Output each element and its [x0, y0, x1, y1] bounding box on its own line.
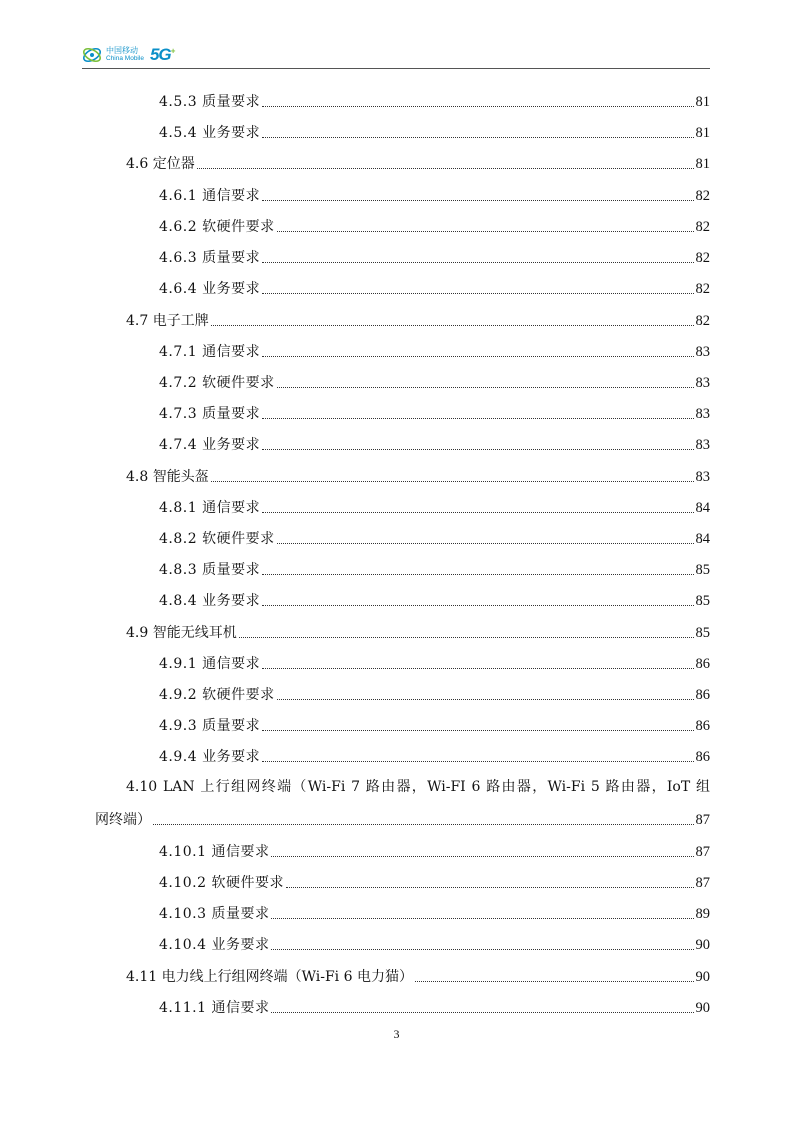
toc-page-number: 83: [695, 344, 710, 360]
toc-entry[interactable]: [159, 183, 710, 205]
toc-page-number: 84: [695, 500, 710, 516]
dot-leader: [277, 543, 694, 544]
toc-entry[interactable]: [159, 276, 710, 298]
logo-english-text: China Mobile: [106, 55, 144, 63]
toc-entry-title: 4.9.4 业务要求: [159, 749, 261, 765]
toc-entry-title: 4.10.4 业务要求: [159, 937, 270, 953]
toc-entry-title: 4.8.2 软硬件要求: [159, 531, 275, 547]
dot-leader: [262, 106, 693, 107]
toc-entry-title: 4.5.4 业务要求: [159, 125, 261, 141]
dot-leader: [262, 449, 693, 450]
toc-entry[interactable]: [159, 839, 710, 861]
toc-page-number: 90: [695, 969, 710, 985]
toc-entry[interactable]: [159, 932, 710, 954]
toc-entry-title: 4.10.1 通信要求: [159, 844, 270, 860]
dot-leader: [271, 949, 693, 950]
china-mobile-swirl-icon: [82, 45, 102, 65]
toc-entry[interactable]: [159, 401, 710, 423]
toc-entry[interactable]: [95, 807, 710, 829]
dot-leader: [277, 387, 694, 388]
dot-leader: [271, 856, 693, 857]
toc-entry-title: 4.6.2 软硬件要求: [159, 219, 275, 235]
toc-entry-title: 4.11 电力线上行组网终端（Wi-Fi 6 电力猫）: [126, 969, 413, 985]
toc-entry-title: 4.8.1 通信要求: [159, 500, 261, 516]
dot-leader: [271, 918, 693, 919]
dot-leader: [197, 168, 694, 169]
toc-page-number: 82: [695, 188, 710, 204]
toc-entry[interactable]: [159, 432, 710, 454]
toc-entry-title: 4.10.2 软硬件要求: [159, 875, 284, 891]
toc-entry[interactable]: [159, 588, 710, 610]
toc-entry-title: 4.8.4 业务要求: [159, 593, 261, 609]
toc-entry[interactable]: [159, 870, 710, 892]
toc-page-number: 84: [695, 531, 710, 547]
toc-entry[interactable]: [159, 682, 710, 704]
dot-leader: [262, 574, 693, 575]
dot-leader: [415, 981, 694, 982]
toc-page-number: 82: [695, 281, 710, 297]
toc-entry[interactable]: [159, 89, 710, 111]
toc-entry-title: 4.7 电子工牌: [126, 313, 209, 329]
toc-entry-title: 4.10.3 质量要求: [159, 906, 270, 922]
toc-entry-title: 4.6.3 质量要求: [159, 250, 261, 266]
toc-entry[interactable]: [159, 339, 710, 361]
toc-entry[interactable]: [126, 151, 710, 173]
toc-page-number: 83: [695, 375, 710, 391]
toc-page-number: 89: [695, 906, 710, 922]
logo-chinese-text: 中国移动: [106, 46, 138, 56]
toc-entry[interactable]: [159, 995, 710, 1017]
toc-page-number: 85: [695, 593, 710, 609]
dot-leader: [271, 1012, 693, 1013]
toc-entry-title: 4.11.1 通信要求: [159, 1000, 270, 1016]
dot-leader: [239, 637, 694, 638]
toc-entry-title: 4.7.4 业务要求: [159, 437, 261, 453]
page-header: [82, 40, 710, 70]
dot-leader: [262, 356, 693, 357]
toc-entry-title: 4.9.2 软硬件要求: [159, 687, 275, 703]
toc-entry-title: 4.9 智能无线耳机: [126, 625, 237, 641]
toc-page-number: 81: [695, 156, 710, 172]
toc-entry-title: 4.9.3 质量要求: [159, 718, 261, 734]
toc-page-number: 85: [695, 625, 710, 641]
dot-leader: [262, 137, 693, 138]
toc-page-number: 90: [695, 937, 710, 953]
toc-entry-title: 4.7.3 质量要求: [159, 406, 261, 422]
dot-leader: [262, 418, 693, 419]
toc-entry-title: 4.8.3 质量要求: [159, 562, 261, 578]
toc-page-number: 82: [695, 250, 710, 266]
toc-entry[interactable]: [126, 620, 710, 642]
toc-page-number: 81: [695, 125, 710, 141]
toc-entry[interactable]: [126, 464, 710, 486]
dot-leader: [262, 605, 693, 606]
toc-page-number: 83: [695, 437, 710, 453]
dot-leader: [262, 262, 693, 263]
toc-page-number: 83: [695, 469, 710, 485]
toc-page-number: 85: [695, 562, 710, 578]
toc-entry-title-wrapped-line1[interactable]: 4.10 LAN 上行组网终端（Wi-Fi 7 路由器，Wi-FI 6 路由器，Wi-Fi 5 路由器，IoT 组: [126, 779, 710, 795]
dot-leader: [262, 293, 693, 294]
toc-page-number: 86: [695, 749, 710, 765]
toc-page-number: 86: [695, 687, 710, 703]
china-mobile-logo: [82, 40, 202, 70]
dot-leader: [262, 730, 693, 731]
dot-leader: [262, 761, 693, 762]
toc-entry[interactable]: [159, 526, 710, 548]
dot-leader: [153, 824, 694, 825]
toc-entry[interactable]: [159, 120, 710, 142]
toc-entry-title: 4.6.4 业务要求: [159, 281, 261, 297]
dot-leader: [211, 325, 694, 326]
toc-page-number: 82: [695, 313, 710, 329]
toc-page-number: 86: [695, 656, 710, 672]
dot-leader: [277, 231, 694, 232]
dot-leader: [211, 481, 694, 482]
page-number: 3: [393, 1027, 400, 1041]
toc-entry-title: 网终端）: [95, 812, 151, 828]
toc-entry[interactable]: [159, 901, 710, 923]
dot-leader: [262, 512, 693, 513]
toc-entry[interactable]: [126, 964, 710, 986]
toc-page-number: 86: [695, 718, 710, 734]
toc-entry[interactable]: [159, 370, 710, 392]
toc-entry-title: 4.7.1 通信要求: [159, 344, 261, 360]
toc-entry-title: 4.5.3 质量要求: [159, 94, 261, 110]
dot-leader: [277, 699, 694, 700]
logo-5g-mark: 5G+: [149, 45, 175, 64]
toc-entry[interactable]: [159, 495, 710, 517]
toc-page-number: 81: [695, 94, 710, 110]
header-divider: [82, 68, 710, 69]
toc-entry[interactable]: [159, 214, 710, 236]
toc-page-number: 82: [695, 219, 710, 235]
dot-leader: [286, 887, 694, 888]
toc-entry[interactable]: [159, 245, 710, 267]
toc-page-number: 90: [695, 1000, 710, 1016]
toc-page-number: 87: [695, 812, 710, 828]
dot-leader: [262, 200, 693, 201]
toc-page-number: 87: [695, 875, 710, 891]
toc-entry[interactable]: [159, 744, 710, 766]
toc-page-number: 83: [695, 406, 710, 422]
toc-entry-title: 4.6.1 通信要求: [159, 188, 261, 204]
toc-entry[interactable]: [159, 557, 710, 579]
toc-entry[interactable]: [159, 651, 710, 673]
toc-entry-title: 4.9.1 通信要求: [159, 656, 261, 672]
toc-page-number: 87: [695, 844, 710, 860]
toc-entry[interactable]: [159, 713, 710, 735]
toc-entry-title: 4.7.2 软硬件要求: [159, 375, 275, 391]
dot-leader: [262, 668, 693, 669]
toc-entry-title: 4.8 智能头盔: [126, 469, 209, 485]
toc-entry[interactable]: [126, 308, 710, 330]
toc-entry-title: 4.6 定位器: [126, 156, 195, 172]
